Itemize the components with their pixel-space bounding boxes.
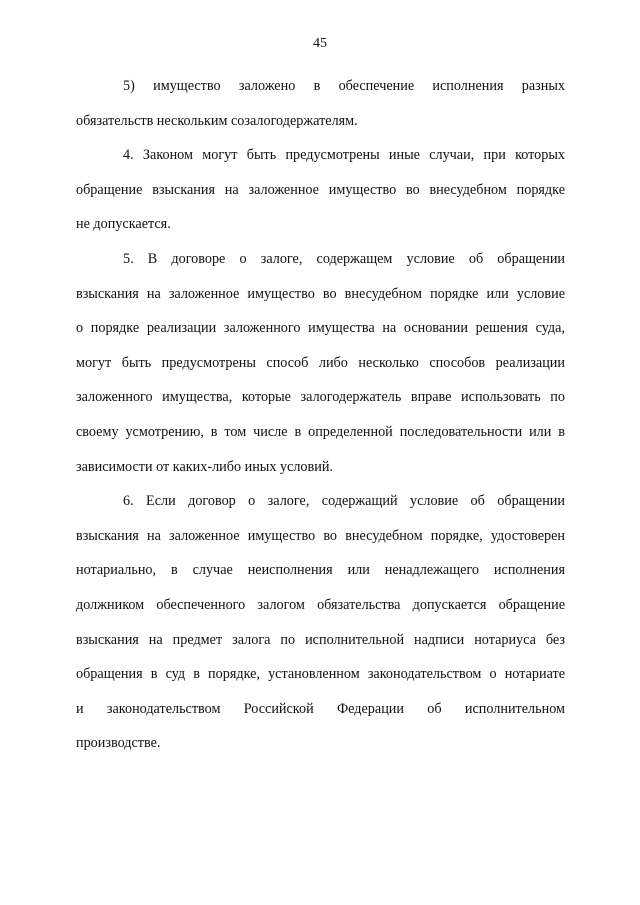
text-line: 5) имущество заложено в обеспечение исполнения разных [123,78,565,94]
text-line: обращение взыскания на заложенное имущество во внесудебном порядке [76,181,565,198]
text-line: должником обеспеченного залогом обязательства допускается обращение [76,596,565,613]
text-line: взыскания на заложенное имущество во внесудебном порядке, удостоверен [76,527,565,544]
text-line: производстве. [76,735,161,752]
text-line: обращения в суд в порядке, установленном законодательством о нотариате [76,666,565,683]
paragraph-clause-5 [76,245,565,487]
document-body [76,72,565,764]
text-line: 5. В договоре о залоге, содержащем условие об обращении [123,250,565,267]
paragraph-item-5 [76,72,565,141]
text-line: взыскания на предмет залога по исполнительной надписи нотариуса без [76,631,565,648]
text-line: обязательств нескольким созалогодержателям. [76,112,358,129]
text-line: могут быть предусмотрены способ либо несколько способов реализации [76,354,565,371]
paragraph-clause-4 [76,141,565,245]
paragraph-clause-6 [76,487,565,764]
text-line: 6. Если договор о залоге, содержащий условие об обращении [123,493,565,510]
text-line: взыскания на заложенное имущество во внесудебном порядке или условие [76,285,565,302]
page-number: 45 [313,36,327,51]
text-line: о порядке реализации заложенного имущества на основании решения суда, [76,320,565,337]
text-line: нотариально, в случае неисполнения или ненадлежащего исполнения [76,562,565,579]
text-line: своему усмотрению, в том числе в определенной последовательности или в [76,423,565,440]
text-line: 4. Законом могут быть предусмотрены иные случаи, при которых [123,147,565,164]
text-line: заложенного имущества, которые залогодержатель вправе использовать по [76,389,565,406]
text-line: не допускается. [76,216,171,233]
text-line: и законодательством Российской Федерации об исполнительном [76,700,565,717]
text-line: зависимости от каких-либо иных условий. [76,458,333,475]
